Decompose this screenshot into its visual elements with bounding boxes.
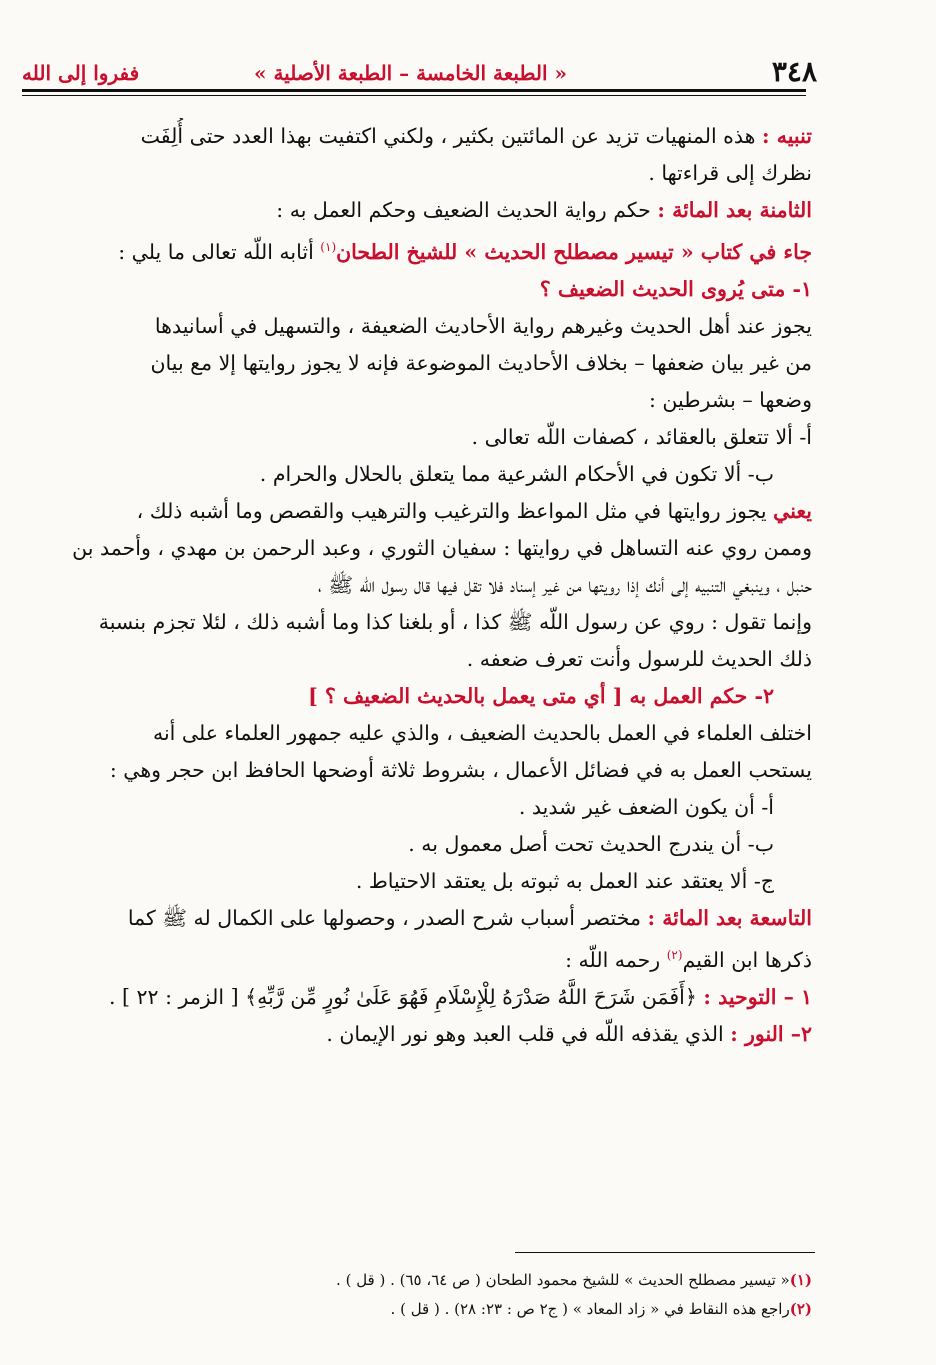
- footnote-ref-1: (١): [320, 240, 337, 254]
- paragraph-line: وإنما تقول : روي عن رسول اللّه ﷺ كذا ، أو بلغنا كذا وما أشبه ذلك ، لئلا تجزم بنسبة: [98, 609, 812, 634]
- item-1-label: ١ – التوحيد :: [703, 984, 812, 1009]
- paragraph-line: يجوز عند أهل الحديث وغيرهم رواية الأحاديث الضعيفة ، والتسهيل في أسانيدها: [154, 313, 812, 338]
- main-text: [34, 118, 812, 1053]
- footnote-2-number: (٢): [789, 1300, 812, 1318]
- paragraph-line: ذكرها ابن القيم$^{(٢)}$ رحمه اللّه :: [565, 947, 812, 972]
- footnote-separator: [515, 1252, 815, 1253]
- page-header: [22, 55, 817, 89]
- section-109-label: التاسعة بعد المائة :: [647, 905, 812, 930]
- source-line: جاء في كتاب « تيسير مصطلح الحديث » للشيخ الطحان$^{(١)}$ أثابه اللّه تعالى ما يلي :: [118, 239, 812, 264]
- note-line: تنبيه : هذه المنهيات تزيد عن المائتين بكثير ، ولكني اكتفيت بهذا العدد حتى أُلِفَت: [140, 124, 812, 148]
- yani-line: يعني يجوز روايتها في مثل المواعظ والترغيب والترهيب والقصص وما أشبه ذلك ،: [136, 498, 812, 523]
- section-109-heading: التاسعة بعد المائة : مختصر أسباب شرح الصدر ، وحصولها على الكمال له ﷺ كما: [127, 905, 812, 930]
- header-rule-thin: [22, 95, 806, 96]
- condition-b: ب- أن يندرج الحديث تحت أصل معمول به .: [408, 831, 774, 856]
- condition-a: أ- أن يكون الضعف غير شديد .: [518, 794, 774, 819]
- footnote-1: (١)« تيسير مصطلح الحديث » للشيخ محمود الطحان ( ص ٦٤، ٦٥) . ( قل ) .: [336, 1271, 812, 1289]
- edition-label: « الطبعة الخامسة – الطبعة الأصلية »: [254, 61, 567, 85]
- item-tawhid: [34, 979, 812, 1016]
- section-108-label: الثامنة بعد المائة :: [657, 198, 812, 222]
- footnote-2: (٢)راجع هذه النقاط في « زاد المعاد » ( ج٢ ص : ٢٣: ٢٨) . ( قل ) .: [390, 1300, 812, 1318]
- paragraph-line: يستحب العمل به في فضائل الأعمال ، بشروط ثلاثة أوضحها الحافظ ابن حجر وهي :: [109, 757, 812, 782]
- question-1-heading: ١- متى يُروى الحديث الضعيف ؟: [539, 276, 812, 301]
- verse-reference: [ الزمر : ٢٢ ] .: [108, 984, 239, 1009]
- paragraph-line: وممن روي عنه التساهل في روايتها : سفيان الثوري ، وعبد الرحمن بن مهدي ، وأحمد بن: [72, 535, 812, 560]
- item-nur: ٢– النور : الذي يقذفه اللّه في قلب العبد وهو نور الإيمان .: [326, 1021, 812, 1046]
- footnote-1-number: (١): [789, 1271, 812, 1289]
- paragraph-line: وضعها – بشرطين :: [648, 387, 812, 412]
- question-2-heading: ٢- حكم العمل به [ أي متى يعمل بالحديث الضعيف ؟ ]: [308, 683, 774, 708]
- footnote-ref-2: (٢): [666, 947, 683, 962]
- paragraph-line: ذلك الحديث للرسول وأنت تعرف ضعفه .: [466, 646, 812, 671]
- section-108-heading: الثامنة بعد المائة : حكم رواية الحديث الضعيف وحكم العمل به :: [276, 198, 812, 222]
- note-label: تنبيه :: [762, 124, 812, 148]
- header-rule-thick: [22, 89, 806, 92]
- note-line-cont: نظرك إلى قراءتها .: [648, 161, 812, 185]
- condition-b: ب- ألا تكون في الأحكام الشرعية مما يتعلق بالحلال والحرام .: [259, 461, 774, 486]
- paragraph-line: اختلف العلماء في العمل بالحديث الضعيف ، والذي عليه جمهور العلماء على أنه: [152, 720, 812, 745]
- paragraph-line: من غير بيان ضعفها – بخلاف الأحاديث الموضوعة فإنه لا يجوز روايتها إلا مع بيان: [150, 350, 812, 375]
- paragraph-line: حنبل ، وينبغي التنبيه إلى أنك إذا رويتها من غير إسناد فلا تقل فيها قال رسول اللّه ﷺ ،: [317, 572, 812, 597]
- book-title: ففروا إلى الله: [22, 61, 140, 85]
- yani-label: يعني: [773, 498, 812, 523]
- item-2-label: ٢– النور :: [730, 1021, 812, 1046]
- condition-a: أ- ألا تتعلق بالعقائد ، كصفات اللّه تعالى .: [471, 424, 812, 449]
- condition-c: ج- ألا يعتقد عند العمل به ثبوته بل يعتقد الاحتياط .: [355, 868, 774, 893]
- quran-verse: ﴿أَفَمَن شَرَحَ اللَّهُ صَدْرَهُ لِلْإِسْلَامِ فَهُوَ عَلَىٰ نُورٍ مِّن رَّبِّهِ﴾: [245, 984, 697, 1009]
- page-number: ٣٤٨: [771, 55, 817, 88]
